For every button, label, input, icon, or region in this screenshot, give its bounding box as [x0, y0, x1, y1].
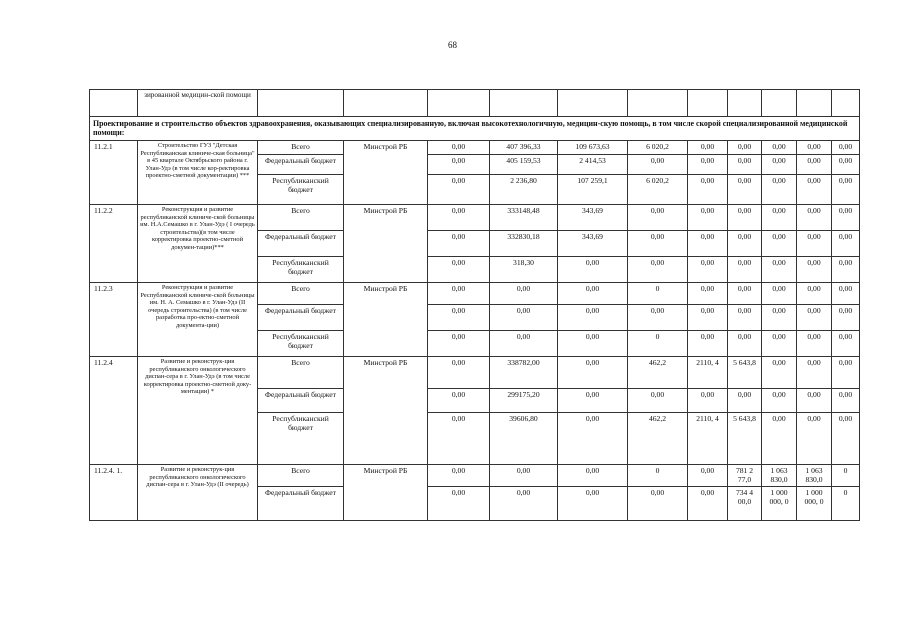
funding-source: Федеральный бюджет: [258, 230, 344, 256]
value-cell: 0,00: [832, 256, 860, 282]
item-name: Реконструкция и развитие республиканской клиниче-ской больницы им. Н.А.Семашко в г. Улан-Удэ ( I очередь строительства)(в том числе корректировка проектно-сметной докумен-тации)***: [138, 204, 258, 282]
funding-source: Всего: [258, 204, 344, 230]
value-cell: 0,00: [728, 230, 762, 256]
value-cell: 2110, 4: [688, 412, 728, 464]
funding-source: Всего: [258, 282, 344, 304]
funding-source: Всего: [258, 140, 344, 154]
value-cell: 0,00: [762, 330, 797, 356]
value-cell: 0,00: [762, 356, 797, 388]
value-cell: 0,00: [428, 230, 490, 256]
value-cell: 0,00: [762, 204, 797, 230]
value-cell: 0,00: [558, 486, 628, 520]
value-cell: 407 396,33: [490, 140, 558, 154]
value-cell: 405 159,53: [490, 154, 558, 174]
value-cell: 0,00: [762, 174, 797, 204]
value-cell: 5 643,8: [728, 356, 762, 388]
value-cell: 343,69: [558, 204, 628, 230]
value-cell: 1 000 000, 0: [797, 486, 832, 520]
item-name: Развитие и реконструк-ция республиканского онкологического диспан-сера в г. Улан-Удэ (в том числе корректировка проектно-сметной доку-ментации) *: [138, 356, 258, 464]
section-row: [90, 117, 860, 141]
value-cell: 0,00: [558, 388, 628, 412]
value-cell: 0,00: [762, 140, 797, 154]
value-cell: 0,00: [428, 140, 490, 154]
value-cell: 0,00: [428, 154, 490, 174]
value-cell: 0,00: [628, 486, 688, 520]
table-row: [90, 356, 860, 388]
value-cell: 0,00: [428, 174, 490, 204]
funding-source: Республиканский бюджет: [258, 174, 344, 204]
item-number: 11.2.2: [90, 204, 138, 282]
value-cell: 0,00: [428, 388, 490, 412]
value-cell: 0,00: [728, 256, 762, 282]
value-cell: 0,00: [728, 282, 762, 304]
table-row: [90, 464, 860, 486]
value-cell: 0,00: [728, 204, 762, 230]
value-cell: 0,00: [797, 388, 832, 412]
value-cell: 333148,48: [490, 204, 558, 230]
value-cell: 0,00: [428, 464, 490, 486]
value-cell: 0,00: [832, 204, 860, 230]
value-cell: 0,00: [688, 388, 728, 412]
value-cell: 0,00: [797, 282, 832, 304]
value-cell: 0,00: [762, 256, 797, 282]
value-cell: 6 020,2: [628, 140, 688, 154]
value-cell: 0,00: [490, 304, 558, 330]
funding-source: Республиканский бюджет: [258, 330, 344, 356]
table-row: [90, 140, 860, 154]
value-cell: 0,00: [490, 486, 558, 520]
funding-source: Федеральный бюджет: [258, 486, 344, 520]
value-cell: 0,00: [428, 282, 490, 304]
value-cell: 0,00: [797, 256, 832, 282]
value-cell: 0,00: [628, 204, 688, 230]
value-cell: 0,00: [797, 412, 832, 464]
value-cell: 0,00: [490, 282, 558, 304]
item-number: 11.2.4. 1.: [90, 464, 138, 520]
value-cell: 0,00: [628, 304, 688, 330]
value-cell: 0,00: [832, 356, 860, 388]
value-cell: 462,2: [628, 356, 688, 388]
value-cell: 0: [628, 330, 688, 356]
value-cell: 0,00: [832, 230, 860, 256]
value-cell: 5 643,8: [728, 412, 762, 464]
value-cell: 1 063 830,0: [762, 464, 797, 486]
executor: Минстрой РБ: [344, 204, 428, 282]
funding-source: Федеральный бюджет: [258, 304, 344, 330]
value-cell: 0,00: [428, 412, 490, 464]
value-cell: 0,00: [832, 330, 860, 356]
value-cell: 0,00: [762, 304, 797, 330]
budget-table: [89, 89, 860, 521]
value-cell: 0: [832, 486, 860, 520]
value-cell: 2110, 4: [688, 356, 728, 388]
value-cell: 0,00: [428, 356, 490, 388]
value-cell: 107 259,1: [558, 174, 628, 204]
value-cell: 0,00: [728, 388, 762, 412]
section-title: Проектирование и строительство объектов здравоохранения, оказывающих специализированную, включая высокотехнологичную, медицин-скую помощь, в том числе скорой специализированной медицинской помощи:: [90, 117, 860, 141]
executor: Минстрой РБ: [344, 464, 428, 520]
value-cell: 0,00: [558, 282, 628, 304]
value-cell: 0,00: [797, 330, 832, 356]
value-cell: 1 063 830,0: [797, 464, 832, 486]
value-cell: 0,00: [688, 256, 728, 282]
value-cell: 318,30: [490, 256, 558, 282]
value-cell: 0,00: [428, 486, 490, 520]
value-cell: 0,00: [797, 174, 832, 204]
value-cell: 109 673,63: [558, 140, 628, 154]
value-cell: 2 414,53: [558, 154, 628, 174]
value-cell: 0,00: [832, 154, 860, 174]
executor: Минстрой РБ: [344, 140, 428, 204]
value-cell: 0,00: [558, 330, 628, 356]
funding-source: Федеральный бюджет: [258, 154, 344, 174]
value-cell: 0,00: [728, 154, 762, 174]
value-cell: 0,00: [428, 256, 490, 282]
value-cell: 0,00: [832, 304, 860, 330]
funding-source: Всего: [258, 464, 344, 486]
value-cell: 0,00: [688, 282, 728, 304]
value-cell: 0,00: [832, 174, 860, 204]
value-cell: 0,00: [688, 330, 728, 356]
value-cell: 0,00: [762, 388, 797, 412]
funding-source: Всего: [258, 356, 344, 388]
page-number: 68: [448, 40, 457, 50]
value-cell: 0,00: [688, 304, 728, 330]
value-cell: 343,69: [558, 230, 628, 256]
item-name: Развитие и реконструк-ция республиканского онкологического диспан-сера в г. Улан-Удэ (II очередь): [138, 464, 258, 520]
value-cell: 734 4 00,0: [728, 486, 762, 520]
value-cell: 0: [628, 464, 688, 486]
value-cell: 0,00: [558, 464, 628, 486]
value-cell: 39606,80: [490, 412, 558, 464]
table-row: [90, 204, 860, 230]
value-cell: 0,00: [628, 388, 688, 412]
item-number: 11.2.3: [90, 282, 138, 356]
value-cell: 0,00: [428, 330, 490, 356]
value-cell: 0,00: [728, 140, 762, 154]
item-name: Реконструкция и развитие Республиканской клиниче-ской больницы им. Н. А. Семашко в г. Улан-Удэ (II очередь строительства) (в том числе разработка про-ектно-сметной документа-ции): [138, 282, 258, 356]
value-cell: 0,00: [762, 412, 797, 464]
value-cell: 0,00: [728, 174, 762, 204]
funding-source: Республиканский бюджет: [258, 412, 344, 464]
value-cell: 0,00: [797, 230, 832, 256]
value-cell: 0,00: [688, 174, 728, 204]
value-cell: 0,00: [490, 330, 558, 356]
value-cell: 0: [628, 282, 688, 304]
executor: Минстрой РБ: [344, 356, 428, 464]
value-cell: 0,00: [628, 256, 688, 282]
funding-source: Федеральный бюджет: [258, 388, 344, 412]
value-cell: 1 000 000, 0: [762, 486, 797, 520]
value-cell: 0,00: [762, 154, 797, 174]
value-cell: 0,00: [832, 282, 860, 304]
table-row-continuation: [90, 90, 860, 117]
value-cell: 0,00: [728, 304, 762, 330]
value-cell: 332830,18: [490, 230, 558, 256]
value-cell: 0,00: [688, 486, 728, 520]
value-cell: 0,00: [628, 230, 688, 256]
value-cell: 462,2: [628, 412, 688, 464]
value-cell: 0,00: [490, 464, 558, 486]
value-cell: 0,00: [558, 356, 628, 388]
value-cell: 6 020,2: [628, 174, 688, 204]
value-cell: 0,00: [428, 304, 490, 330]
value-cell: 0,00: [558, 256, 628, 282]
value-cell: 781 2 77,0: [728, 464, 762, 486]
value-cell: 0,00: [762, 230, 797, 256]
value-cell: 0,00: [558, 304, 628, 330]
value-cell: 0,00: [558, 412, 628, 464]
value-cell: 0,00: [688, 204, 728, 230]
value-cell: 0,00: [688, 154, 728, 174]
value-cell: 0: [832, 464, 860, 486]
value-cell: 0,00: [628, 154, 688, 174]
value-cell: 0,00: [797, 304, 832, 330]
continued-name-cell: зированной медицин-ской помощи: [138, 90, 258, 117]
value-cell: 0,00: [797, 154, 832, 174]
item-number: 11.2.4: [90, 356, 138, 464]
value-cell: 0,00: [762, 282, 797, 304]
value-cell: 0,00: [832, 412, 860, 464]
value-cell: 0,00: [728, 330, 762, 356]
value-cell: 0,00: [797, 204, 832, 230]
value-cell: 0,00: [832, 388, 860, 412]
funding-source: Республиканский бюджет: [258, 256, 344, 282]
item-name: Строительство ГУЗ "Детская Республиканская клиниче-ская больница" в 45 квартале Октябрьского района г. Улан-Удэ (в том числе кор-ректировка проектно-сметной документации) ***: [138, 140, 258, 204]
item-number: 11.2.1: [90, 140, 138, 204]
value-cell: 299175,20: [490, 388, 558, 412]
value-cell: 2 236,80: [490, 174, 558, 204]
value-cell: 338782,00: [490, 356, 558, 388]
value-cell: 0,00: [688, 464, 728, 486]
executor: Минстрой РБ: [344, 282, 428, 356]
value-cell: 0,00: [797, 140, 832, 154]
table-row: [90, 282, 860, 304]
value-cell: 0,00: [797, 356, 832, 388]
value-cell: 0,00: [428, 204, 490, 230]
value-cell: 0,00: [688, 140, 728, 154]
value-cell: 0,00: [688, 230, 728, 256]
value-cell: 0,00: [832, 140, 860, 154]
